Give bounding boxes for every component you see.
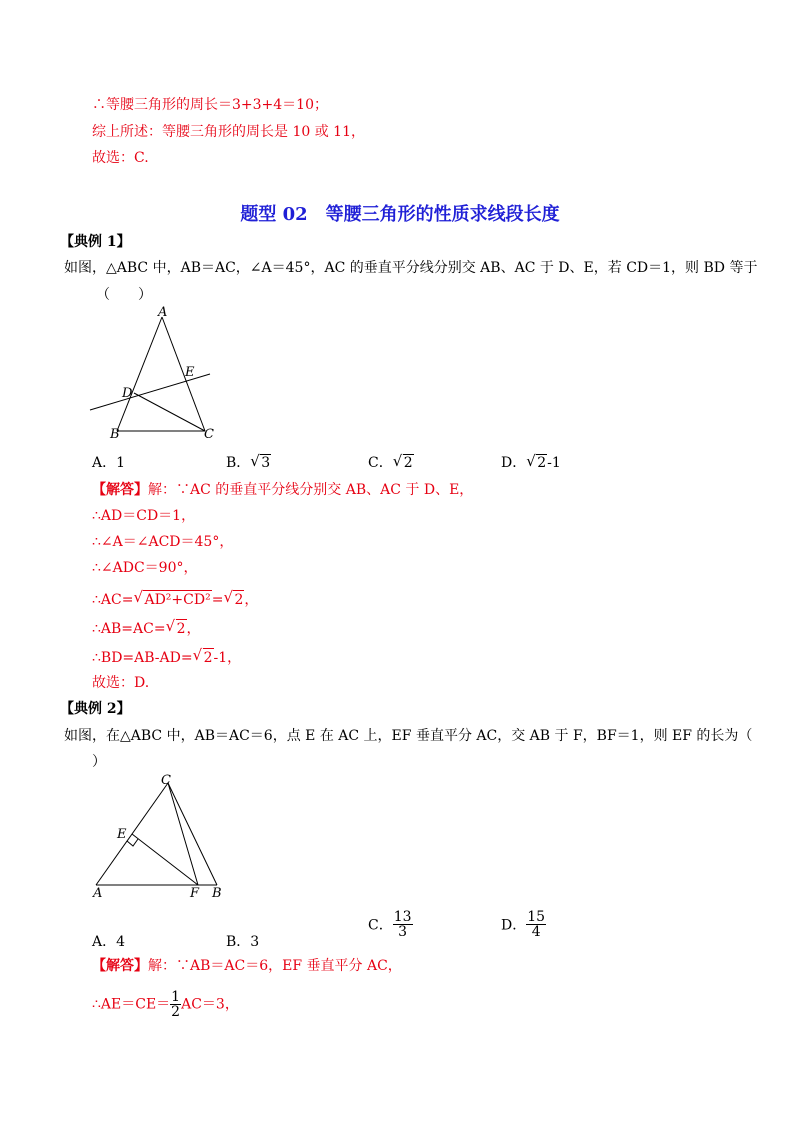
example1-answer-line-3: ∴∠ADC＝90°， <box>92 560 198 576</box>
fig2-label-e: E <box>117 827 127 842</box>
fig1-label-a: A <box>158 305 168 320</box>
fig2-label-f: F <box>190 886 200 901</box>
example1-option-b: B． √ 3 <box>226 452 271 471</box>
example1-option-a: A．1 <box>92 455 126 471</box>
intro-line-1: ∴等腰三角形的周长＝3+3+4＝10； <box>92 97 328 113</box>
fig2-label-a: A <box>93 886 103 901</box>
example2-option-c: C． $\frac{13}{3}$ <box>368 909 412 940</box>
intro-line-2: 综上所述：等腰三角形的周长是 10 或 11， <box>92 124 365 140</box>
example1-option-d: D． √ 2-1 <box>501 452 561 471</box>
section-title: 题型 02 等腰三角形的性质求线段长度 <box>240 204 560 225</box>
example1-final: 故选：D. <box>92 675 150 691</box>
example1-answer-line-0: 【解答】解：∵AC 的垂直平分线分别交 AB、AC 于 D、E， <box>92 482 474 498</box>
fig1-label-e: E <box>185 365 195 380</box>
fig1-label-b: B <box>110 427 120 442</box>
example2-option-a: A．4 <box>92 934 126 950</box>
fig1-label-c: C <box>204 427 214 442</box>
example2-paren-close: ） <box>92 754 106 770</box>
fig2-label-b: B <box>212 886 222 901</box>
example1-answer-line-2: ∴∠A＝∠ACD＝45°， <box>92 534 234 550</box>
example2-option-b: B．3 <box>226 934 260 950</box>
example1-eq-1: ∴AC= √ AD²+CD²= √ 2， <box>92 588 259 608</box>
example1-figure <box>80 300 230 445</box>
example1-eq-2: ∴AB=AC= √ 2， <box>92 617 201 637</box>
example2-answer-line-1: 【解答】解：∵AB＝AC＝6，EF 垂直平分 AC， <box>92 958 402 974</box>
example2-figure <box>85 768 235 908</box>
fig2-label-c: C <box>161 773 171 788</box>
example1-paren: （ ） <box>96 287 152 303</box>
example2-question: 如图，在△ABC 中，AB＝AC＝6，点 E 在 AC 上，EF 垂直平分 AC，交 AB 于 F，BF＝1，则 EF 的长为（ <box>64 728 753 744</box>
intro-line-3: 故选：C. <box>92 150 149 166</box>
example1-option-c: C． √ 2 <box>368 452 413 471</box>
example2-label: 【典例 2】 <box>60 701 131 717</box>
example2-option-d: D． $\frac{15}{4}$ <box>501 909 546 940</box>
example2-answer-line-2: ∴AE＝CE＝ $\frac{1}{2}$ AC＝3， <box>92 989 239 1020</box>
fig1-label-d: D <box>122 386 133 401</box>
example1-label: 【典例 1】 <box>60 234 131 250</box>
example1-answer-line-1: ∴AD＝CD＝1， <box>92 508 196 524</box>
example1-eq-3: ∴BD=AB-AD= √ 2-1， <box>92 646 242 666</box>
example1-question: 如图，△ABC 中，AB＝AC，∠A＝45°，AC 的垂直平分线分别交 AB、AC 于 D、E，若 CD＝1，则 BD 等于 <box>64 260 758 276</box>
